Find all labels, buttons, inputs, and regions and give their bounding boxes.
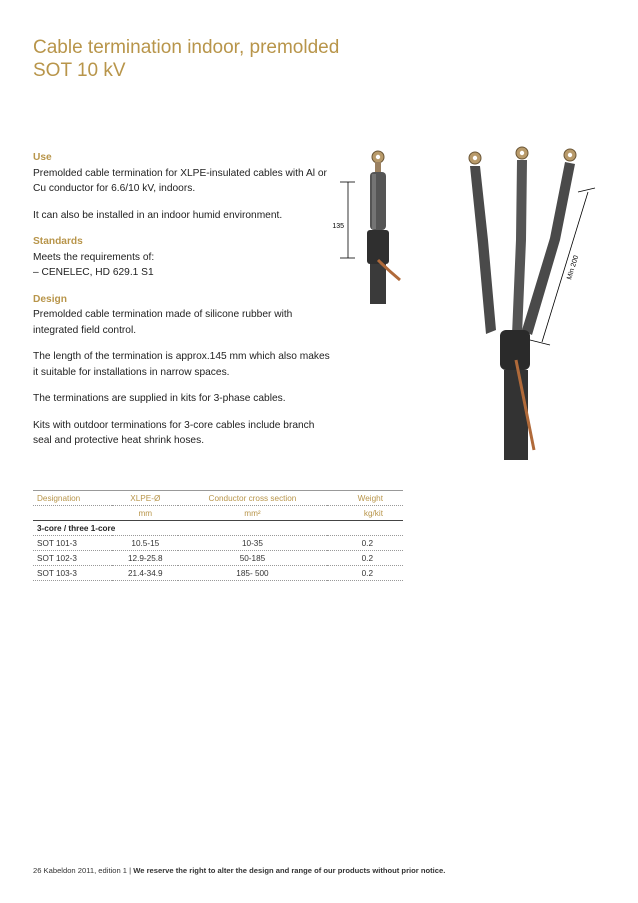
cell-xlpe: 21.4-34.9 — [112, 566, 178, 581]
specification-table — [33, 490, 403, 581]
table-header-row — [33, 491, 403, 506]
standards-paragraph-2: – CENELEC, HD 629.1 S1 — [33, 267, 154, 278]
title-line-2: SOT 10 kV — [33, 60, 126, 81]
cell-designation: SOT 103-3 — [33, 566, 112, 581]
description-text — [33, 150, 333, 460]
table-group-row — [33, 521, 403, 536]
footer-page-info: 26 Kabeldon 2011, edition 1 | — [33, 866, 132, 875]
header-conductor: Conductor cross section — [178, 491, 326, 506]
unit-xlpe: mm — [112, 506, 178, 521]
cell-conductor: 185- 500 — [178, 566, 326, 581]
cell-weight: 0.2 — [327, 566, 403, 581]
cell-weight: 0.2 — [327, 536, 403, 551]
table-row — [33, 566, 403, 581]
three-core-termination — [469, 147, 595, 460]
cell-conductor: 10-35 — [178, 536, 326, 551]
design-paragraph-2: The length of the termination is approx.145 mm which also makes it suitable for installations in narrow spaces. — [33, 351, 330, 378]
cell-xlpe: 10.5-15 — [112, 536, 178, 551]
design-paragraph-1: Premolded cable termination made of silicone rubber with integrated field control. — [33, 309, 293, 336]
use-paragraph-1: Premolded cable termination for XLPE-insulated cables with Al or Cu conductor for 6.6/10 kV, indoors. — [33, 167, 327, 194]
page-title — [33, 36, 339, 82]
termination-illustration — [320, 130, 620, 470]
standards-paragraph-1: Meets the requirements of: — [33, 251, 155, 263]
design-paragraph-3: The terminations are supplied in kits for 3-phase cables. — [33, 393, 286, 404]
unit-conductor: mm² — [178, 506, 326, 521]
header-xlpe: XLPE-Ø — [112, 491, 178, 506]
design-heading: Design — [33, 293, 67, 305]
cell-weight: 0.2 — [327, 551, 403, 566]
title-line-1: Cable termination indoor, premolded — [33, 37, 340, 58]
unit-weight: kg/kit — [327, 506, 403, 521]
cell-xlpe: 12.9-25.8 — [112, 551, 178, 566]
footer-notice: We reserve the right to alter the design and range of our products without prior notice. — [133, 866, 446, 875]
single-core-termination — [332, 151, 400, 304]
dimension-min-200-label: Min 200 — [566, 254, 581, 281]
design-paragraph-4: Kits with outdoor terminations for 3-core cables include branch seal and protective heat shrink hoses. — [33, 419, 315, 446]
table-units-row — [33, 506, 403, 521]
header-designation: Designation — [33, 491, 112, 506]
table-row — [33, 536, 403, 551]
use-paragraph-2: It can also be installed in an indoor humid environment. — [33, 209, 283, 221]
cell-conductor: 50-185 — [178, 551, 326, 566]
dimension-135-label: 135 — [332, 223, 344, 230]
cell-designation: SOT 102-3 — [33, 551, 112, 566]
page-footer — [33, 866, 445, 875]
standards-heading: Standards — [33, 236, 83, 247]
header-weight: Weight — [327, 491, 403, 506]
cell-designation: SOT 101-3 — [33, 536, 112, 551]
group-label: 3-core / three 1-core — [33, 521, 403, 536]
unit-designation — [33, 506, 112, 521]
table-row — [33, 551, 403, 566]
use-heading: Use — [33, 152, 52, 163]
